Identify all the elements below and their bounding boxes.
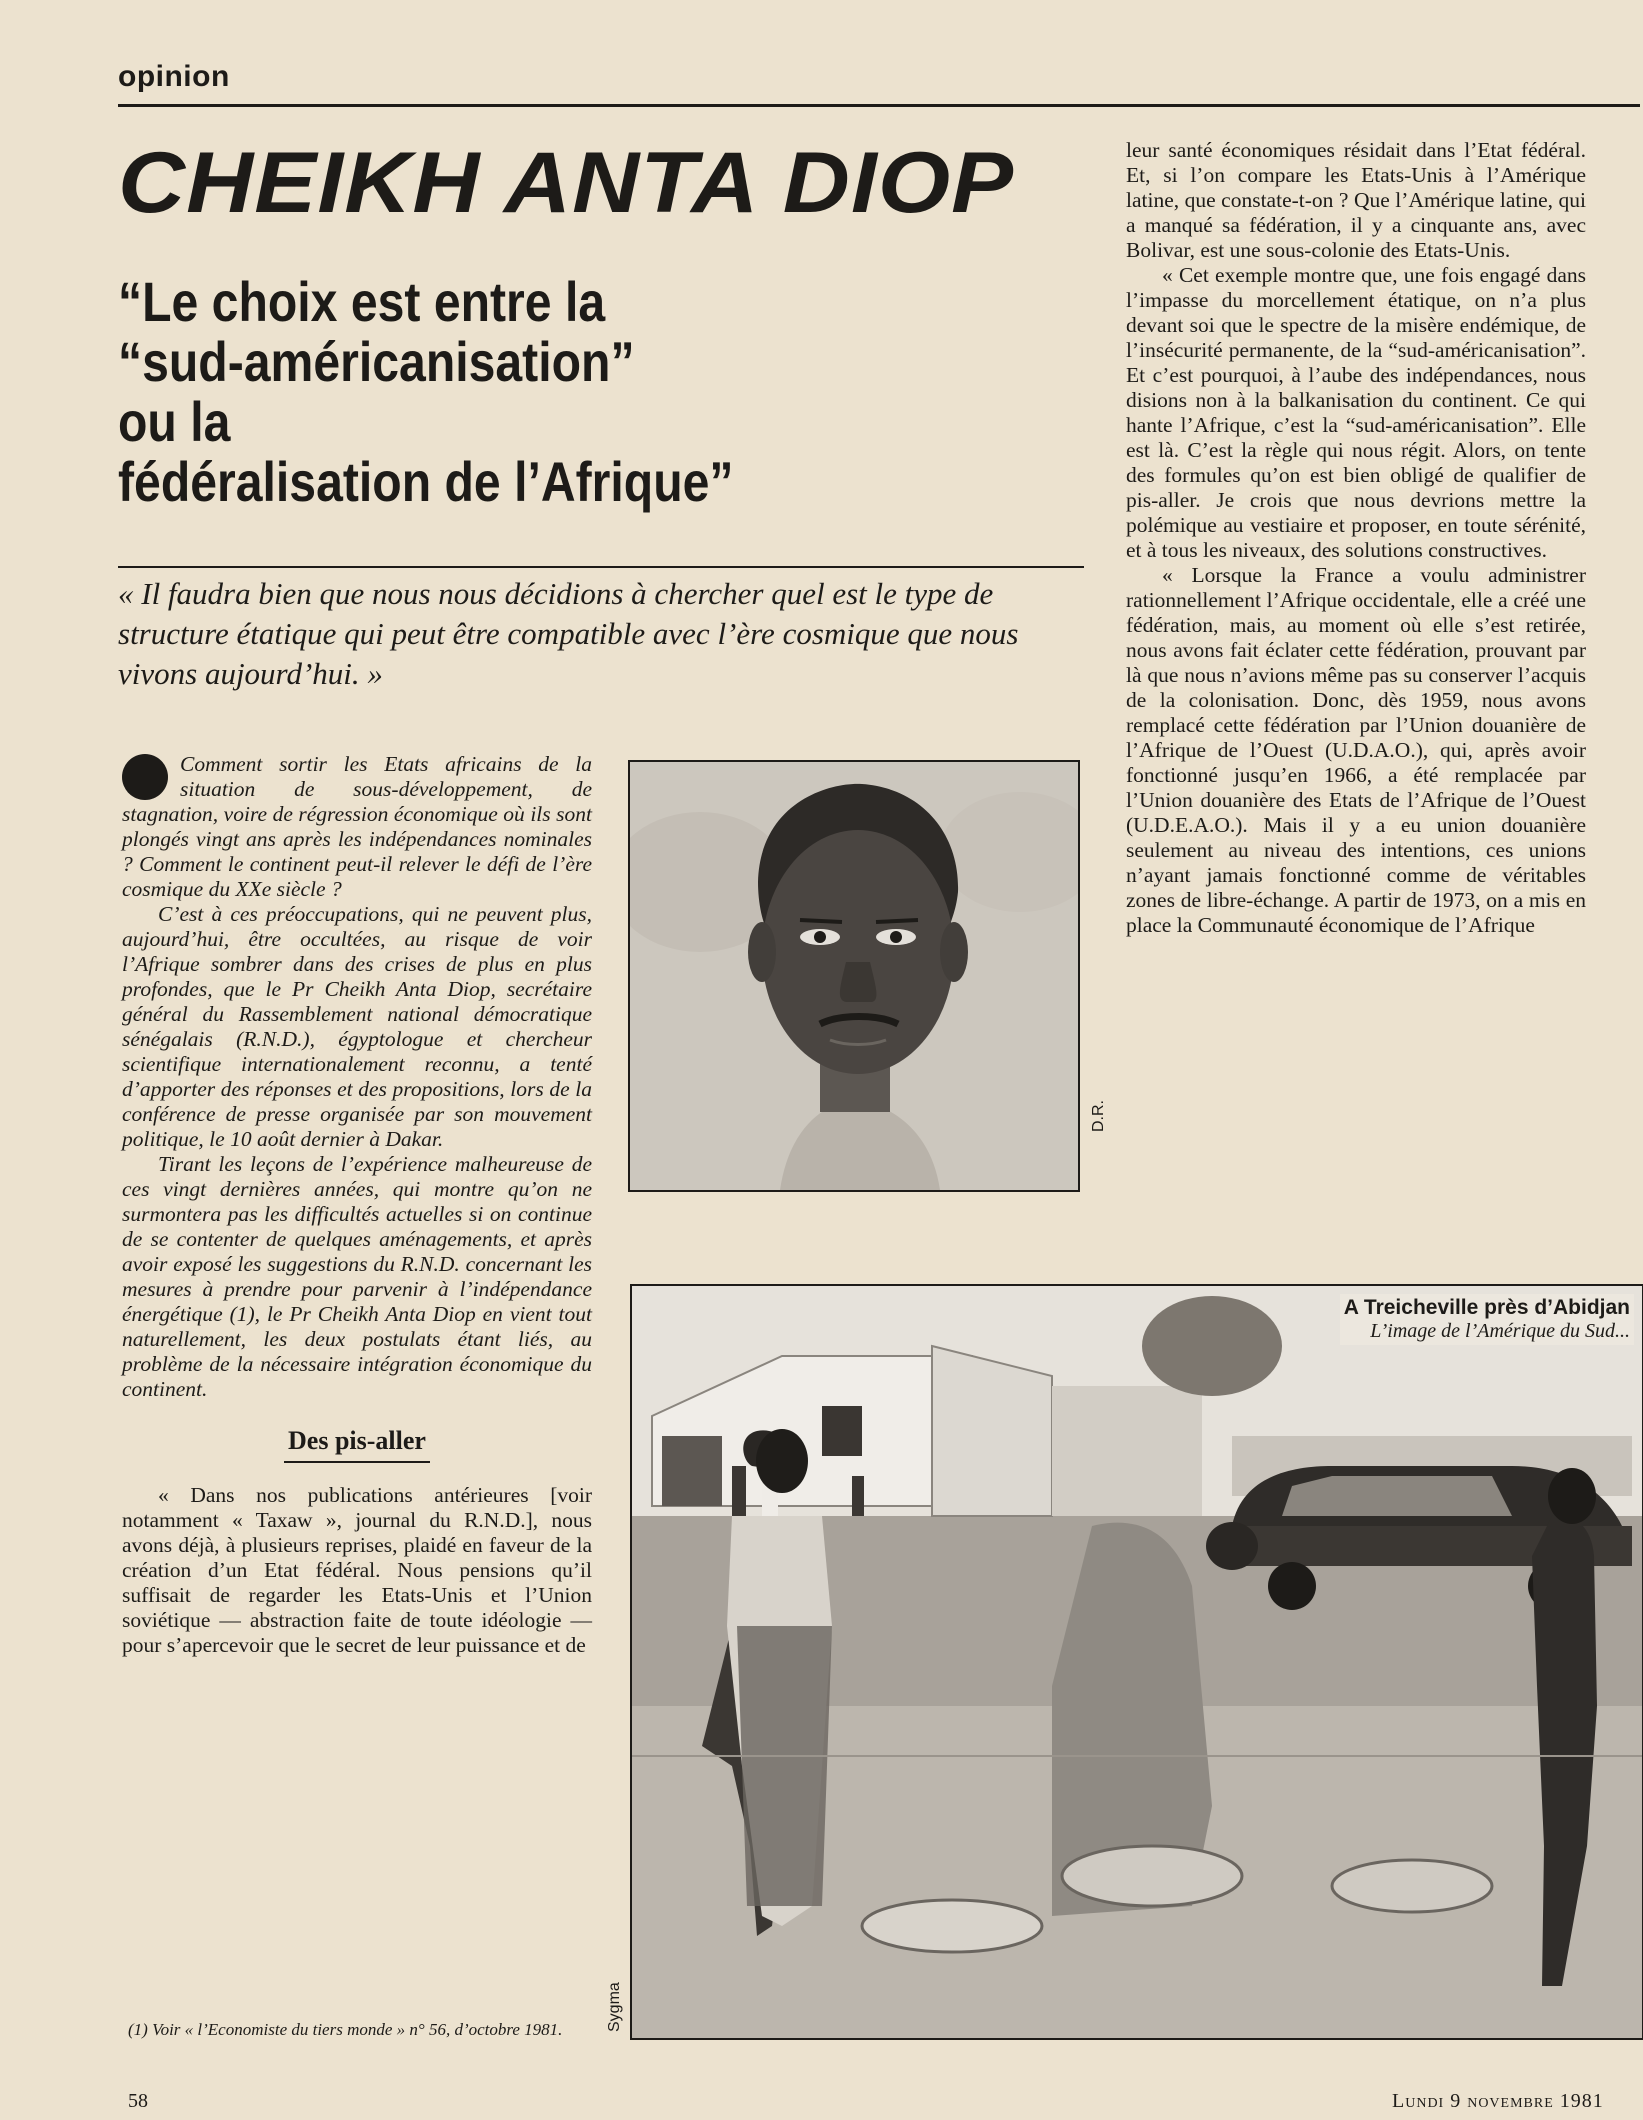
intro-paragraph: Tirant les leçons de l’expérience malheureuse de ces vingt dernières années, qui montre qu’on ne surmontera pas les difficultés actuelles si on continue de se contenter de quelques aménagements, et après avoir exposé les suggestions du R.N.D. concernant les mesures à prendre pour parvenir à l’indépendance énergétique (1), le Pr Cheikh Anta Diop en vient tout naturellement, les deux postulats étant liés, au problème de la nécessaire intégration économique du continent.	[122, 1152, 592, 1401]
headline-line: “Le choix est entre la	[118, 270, 606, 333]
article-intro	[122, 752, 592, 1402]
footnote: (1) Voir « l’Economiste du tiers monde » n° 56, d’octobre 1981.	[128, 2020, 563, 2039]
street-scene-image	[632, 1286, 1642, 2038]
caption-subtitle: L’image de l’Amérique du Sud...	[1370, 1320, 1630, 1342]
page-number: 58	[128, 2090, 148, 2112]
section-label: opinion	[118, 60, 230, 93]
subheading-text: Des pis-aller	[284, 1426, 430, 1463]
article-body-left	[122, 1483, 592, 1658]
body-paragraph: « Dans nos publications antérieures [voir notamment « Taxaw », journal du R.N.D.], nous avons déjà, à plusieurs reprises, plaidé en faveur de la création d’un Etat fédéral. Nous pensions qu’il suffisait de regarder les Etats-Unis et l’Union soviétique — abstraction faite de toute idéologie — pour s’apercevoir que le secret de leur puissance et de	[122, 1483, 592, 1657]
lead-quote: « Il faudra bien que nous nous décidions à chercher quel est le type de structure étatique qui peut être compatible avec l’ère cosmique que nous vivons aujourd’hui. »	[118, 576, 1019, 691]
column-left	[122, 752, 592, 1658]
drop-bullet	[122, 754, 168, 800]
intro-paragraph: Comment sortir les Etats africains de la situation de sous-développement, de stagnation, voire de régression économique où ils sont plongés vingt ans après les indépendances nominales ? Comment le continent peut-il relever le défi de l’ère cosmique du XXe siècle ?	[122, 752, 592, 901]
body-paragraph: leur santé économiques résidait dans l’Etat fédéral. Et, si l’on compare les Etats-Unis à l’Amérique latine, que constate-t-on ? Que l’Amérique latine, qui a manqué sa fédération, il y a cinquante ans, avec Bolivar, est une sous-colonie des Etats-Unis.	[1126, 138, 1586, 262]
headline-line: ou la	[118, 390, 231, 453]
portrait-image	[630, 762, 1078, 1190]
subheading	[122, 1428, 592, 1453]
article-title: CHEIKH ANTA DIOP	[118, 135, 1015, 231]
street-photo	[630, 1284, 1643, 2040]
headline-line: “sud-américanisation”	[118, 330, 635, 393]
portrait-credit: D.R.	[1090, 1100, 1107, 1132]
article-headline	[118, 272, 944, 512]
body-paragraph: « Lorsque la France a voulu administrer rationnellement l’Afrique occidentale, elle a créé une fédération, mais, au moment où elle s’est retirée, nous avons fait éclater cette fédération, prouvant par là que nous n’avions même pas su conserver l’acquis de la colonisation. Donc, dès 1959, nous avons remplacé cette fédération par l’Union douanière de l’Afrique de l’Ouest (U.D.A.O.), qui, après avoir fonctionné jusqu’en 1966, a été remplacée par l’Union douanière des Etats de l’Afrique de l’Ouest (U.D.E.A.O.). Mais il y a eu union douanière seulement au niveau des intentions, ces unions n’ayant jamais fonctionné comme de véritables zones de libre-échange. A partir de 1973, on a mis en place la Communauté économique de l’Afrique	[1126, 563, 1586, 937]
headline-line: fédéralisation de l’Afrique”	[118, 450, 734, 513]
headline-rule	[118, 566, 1084, 568]
photo-caption	[1340, 1294, 1634, 1345]
photo-credit: Sygma	[606, 1982, 623, 2032]
column-right	[1126, 138, 1586, 938]
caption-title: A Treicheville près d’Abidjan	[1343, 1296, 1630, 1319]
top-rule	[118, 104, 1640, 107]
issue-date: Lundi 9 novembre 1981	[1392, 2090, 1604, 2112]
body-paragraph: « Cet exemple montre que, une fois engagé dans l’impasse du morcellement étatique, on n’a plus devant soi que le spectre de la misère endémique, de l’insécurité permanente, de la “sud-américanisation”. Et c’est pourquoi, à l’aube des indépendances, nous disions non à la balkanisation du continent. Ce qui hante l’Afrique, c’est la “sud-américanisation”. Elle est là. C’est la règle qui nous régit. Alors, on tente des formules qu’on est bien obligé de qualifier de pis-aller. Je crois que nous devrions mettre la polémique au vestiaire et proposer, en toute sérénité, et à tous les niveaux, des solutions constructives.	[1126, 263, 1586, 562]
intro-paragraph: C’est à ces préoccupations, qui ne peuvent plus, aujourd’hui, être occultées, au risque de voir l’Afrique sombrer dans des crises de plus en plus profondes, que le Pr Cheikh Anta Diop, secrétaire général du Rassemblement national démocratique sénégalais (R.N.D.), égyptologue et chercheur scientifique internationalement reconnu, a tenté d’apporter des réponses et des propositions, lors de la conférence de presse organisée par son mouvement politique, le 10 août dernier à Dakar.	[122, 902, 592, 1151]
portrait-photo	[628, 760, 1080, 1192]
